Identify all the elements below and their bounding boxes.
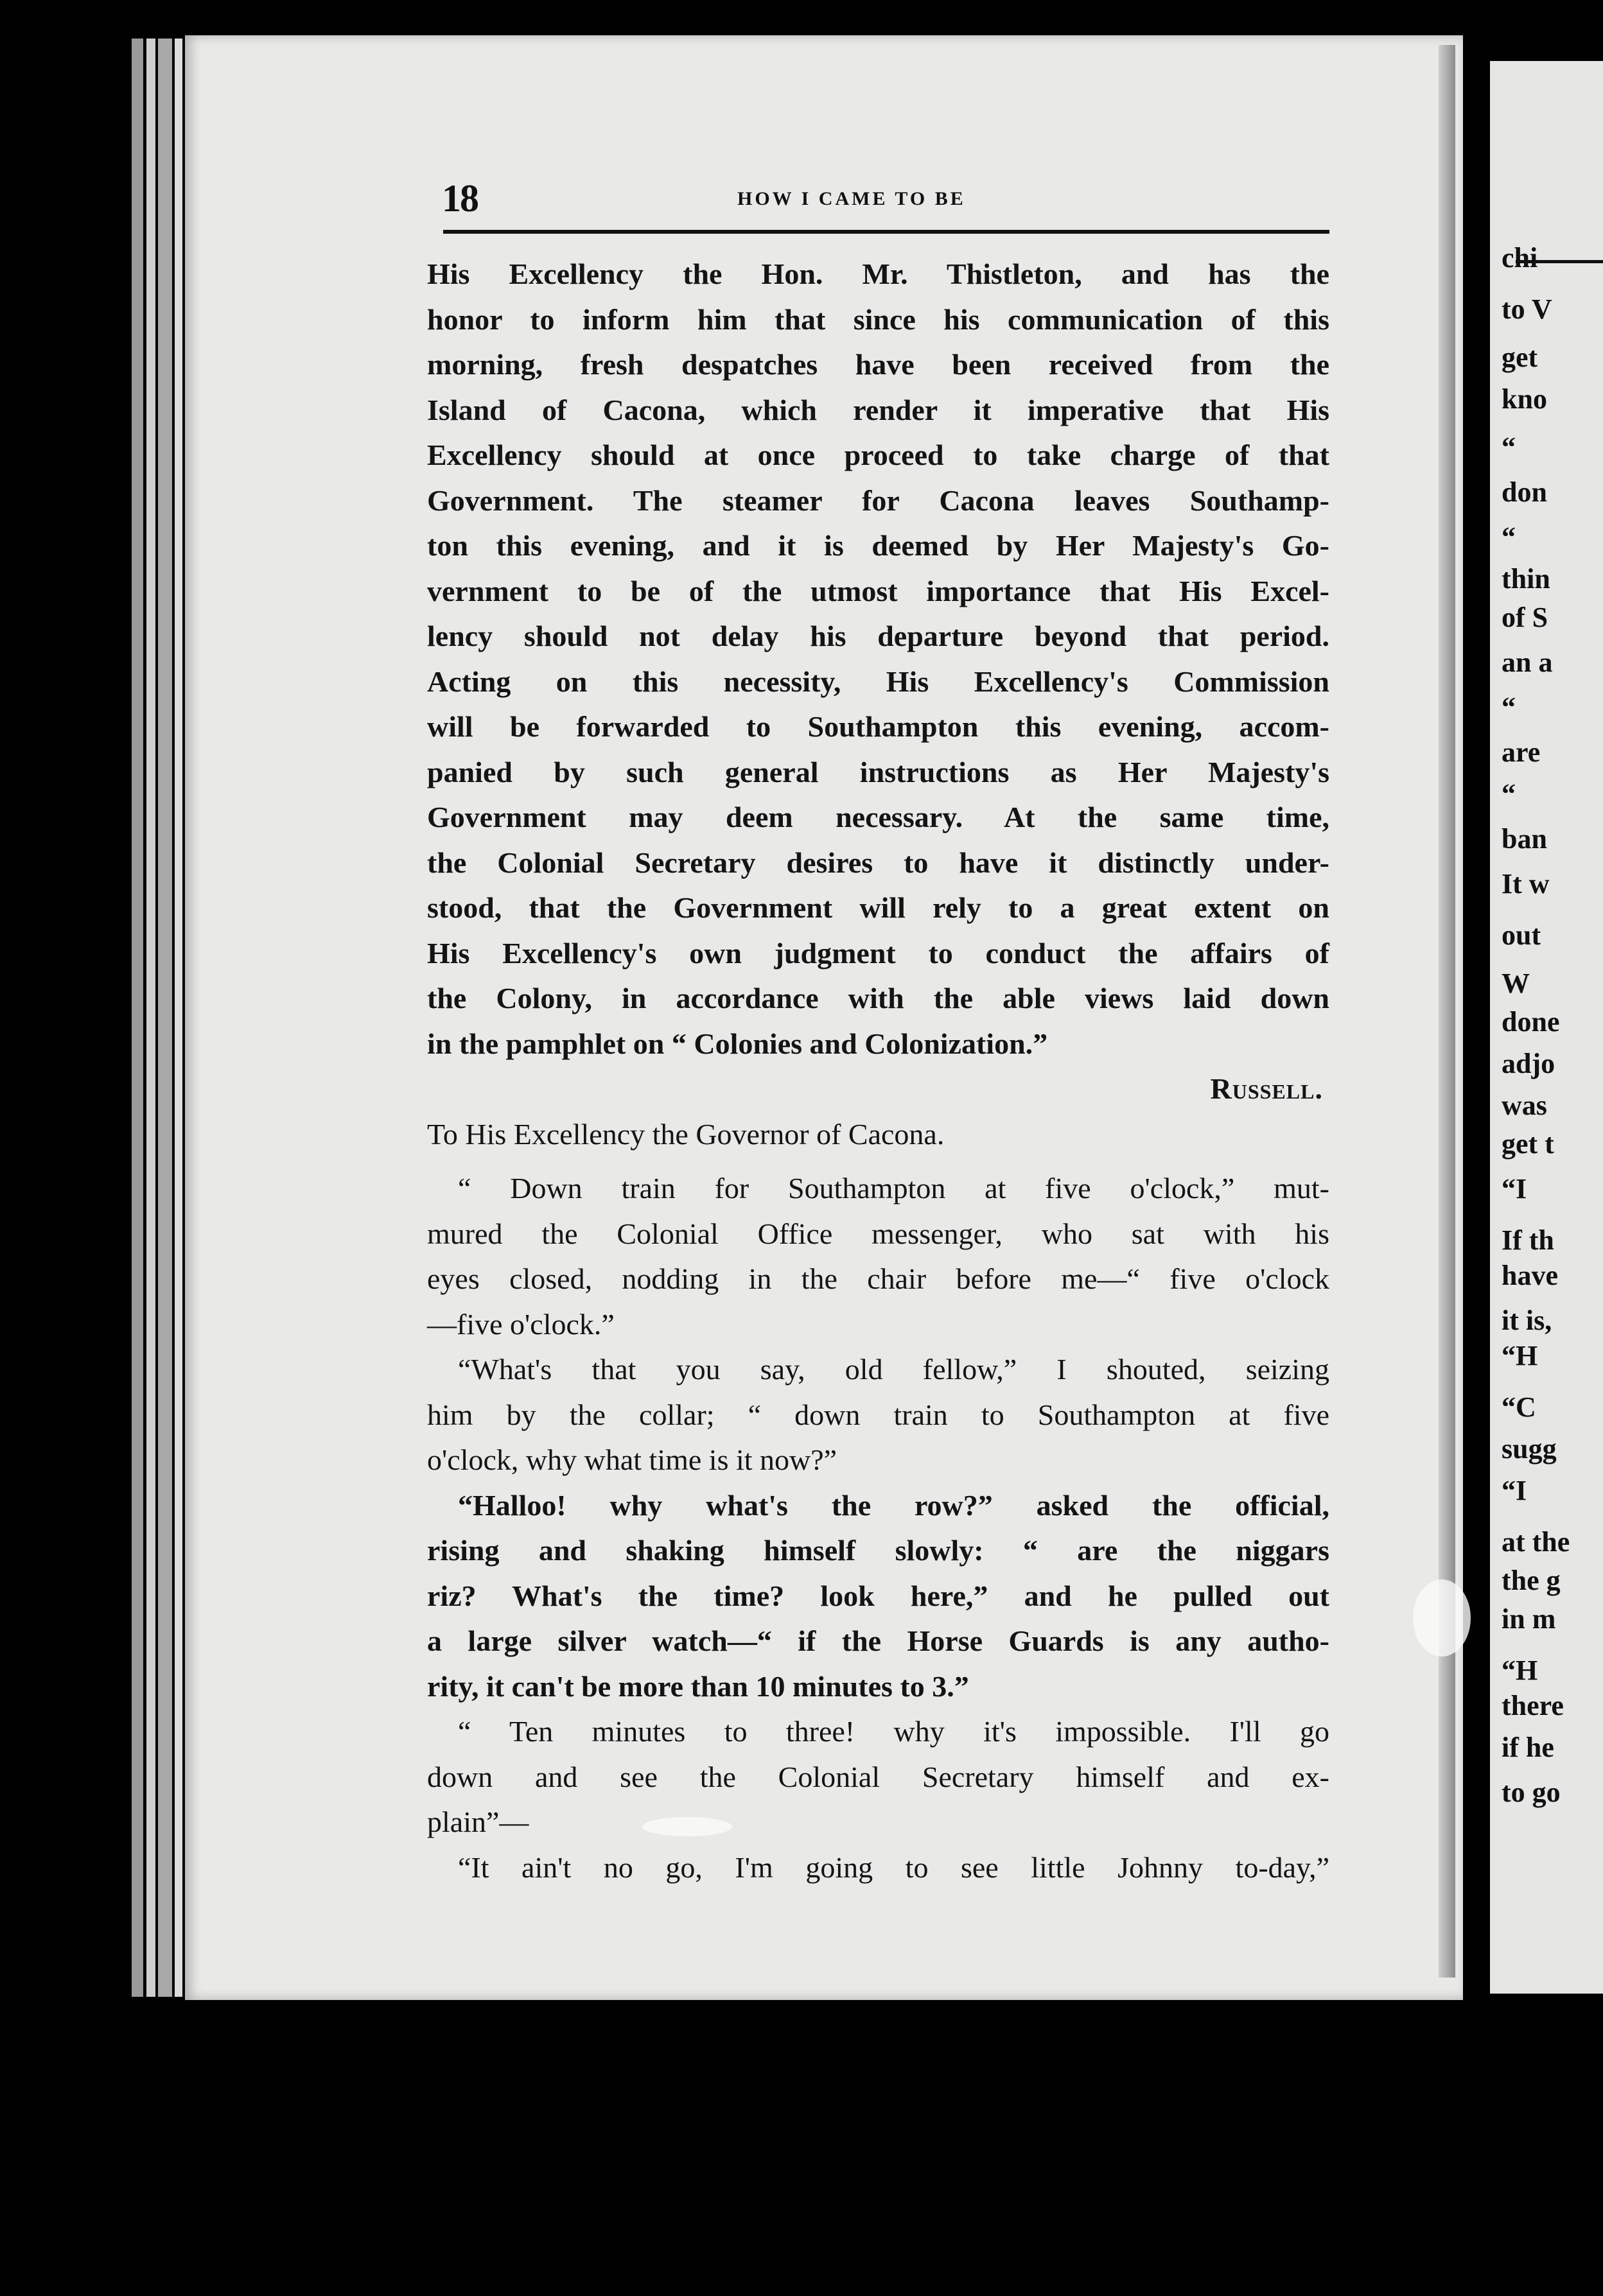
narrative-line: down and see the Colonial Secretary himself and ex-	[427, 1760, 1329, 1793]
header-rule	[443, 230, 1329, 234]
adjacent-page-fragment: out	[1502, 919, 1541, 951]
memo-line: Acting on this necessity, His Excellency's Commission	[427, 665, 1329, 698]
adjacent-page-fragment: don	[1502, 476, 1547, 508]
binding-edge	[132, 39, 143, 1997]
memo-line: morning, fresh despatches have been received from the	[427, 348, 1329, 381]
adjacent-page-fragment: “	[1502, 778, 1516, 810]
narrative-text	[427, 1166, 1329, 1890]
memo-line: lency should not delay his departure beyond that period.	[427, 620, 1329, 652]
adjacent-page-fragment: “H	[1502, 1340, 1538, 1371]
adjacent-page-fragment: “C	[1502, 1391, 1536, 1423]
adjacent-page-fragment: thin	[1502, 563, 1550, 595]
memo-line: His Excellency the Hon. Mr. Thistleton, and has the	[427, 257, 1329, 290]
adjacent-page-fragment: of S	[1502, 602, 1548, 633]
adjacent-page-fragment: ban	[1502, 823, 1547, 855]
adjacent-page-fragment: are	[1502, 736, 1541, 768]
adjacent-page-fragment: “H	[1502, 1655, 1538, 1686]
adjacent-page-fragment: an a	[1502, 647, 1553, 678]
narrative-line: —five o'clock.”	[427, 1307, 615, 1341]
memo-line: Government. The steamer for Cacona leaves Southamp-	[427, 483, 1329, 517]
adjacent-page-fragment: have	[1502, 1260, 1558, 1291]
memo-line: will be forwarded to Southampton this evening, accom-	[427, 710, 1329, 743]
page-gutter-shadow	[1439, 45, 1455, 1978]
adjacent-page-fragment: It w	[1502, 868, 1550, 900]
narrative-line: eyes closed, nodding in the chair before me—“ five o'clock	[427, 1262, 1329, 1295]
adjacent-page	[1490, 61, 1603, 1994]
adjacent-page-fragment: “I	[1502, 1173, 1527, 1205]
binding-edge	[175, 39, 182, 1997]
narrative-line: “Halloo! why what's the row?” asked the official,	[458, 1488, 1329, 1522]
adjacent-page-fragment: chi	[1502, 242, 1538, 274]
adjacent-page-fragment: in m	[1502, 1603, 1556, 1635]
adjacent-page-fragment: there	[1502, 1690, 1564, 1721]
memo-line: His Excellency's own judgment to conduct the affairs of	[427, 936, 1329, 970]
narrative-line: plain”—	[427, 1805, 529, 1838]
narrative-line: rity, it can't be more than 10 minutes to 3.”	[427, 1669, 969, 1703]
paper-blemish	[642, 1817, 732, 1836]
adjacent-page-fragment: to V	[1502, 293, 1552, 325]
memo-paragraph	[427, 252, 1329, 1066]
narrative-line: “What's that you say, old fellow,” I shouted, seizing	[458, 1353, 1329, 1386]
adjacent-page-fragment: the g	[1502, 1565, 1561, 1596]
adjacent-page-fragment: “	[1502, 691, 1516, 723]
memo-line: vernment to be of the utmost importance that His Excel-	[427, 574, 1329, 607]
adjacent-page-fragment: “I	[1502, 1475, 1527, 1506]
narrative-line: a large silver watch—“ if the Horse Guards is any autho-	[427, 1624, 1329, 1657]
adjacent-page-fragment: get	[1502, 342, 1538, 373]
memo-line: the Colonial Secretary desires to have it distinctly under-	[427, 846, 1329, 879]
narrative-line: him by the collar; “ down train to Southampton at five	[427, 1398, 1329, 1431]
memo-line: ton this evening, and it is deemed by Her Majesty's Go-	[427, 529, 1329, 562]
adjacent-page-fragment: get t	[1502, 1128, 1554, 1160]
memo-line: in the pamphlet on “ Colonies and Colonization.”	[427, 1027, 1048, 1060]
narrative-line: “ Ten minutes to three! why it's impossible. I'll go	[458, 1715, 1329, 1748]
adjacent-page-fragment: at the	[1502, 1526, 1570, 1558]
narrative-line: rising and shaking himself slowly: “ are the niggars	[427, 1534, 1329, 1567]
adjacent-page-fragment: If th	[1502, 1224, 1554, 1256]
narrative-line: “ Down train for Southampton at five o'clock,” mut-	[458, 1172, 1329, 1205]
page-body	[427, 252, 1329, 1890]
binding-edge	[146, 39, 155, 1997]
adjacent-page-fragment: adjo	[1502, 1048, 1555, 1079]
memo-line: honor to inform him that since his communication of this	[427, 302, 1329, 336]
memo-line: panied by such general instructions as Her Majesty's	[427, 755, 1329, 788]
narrative-line: mured the Colonial Office messenger, who sat with his	[427, 1217, 1329, 1250]
adjacent-page-fragment: to go	[1502, 1777, 1561, 1808]
adjacent-page-fragment: if he	[1502, 1732, 1554, 1763]
memo-line: stood, that the Government will rely to a great extent on	[427, 891, 1329, 924]
narrative-line: riz? What's the time? look here,” and he pulled out	[427, 1579, 1329, 1612]
adjacent-page-fragment: sugg	[1502, 1433, 1557, 1465]
memo-line: the Colony, in accordance with the able views laid down	[427, 982, 1329, 1014]
narrative-line: o'clock, why what time is it now?”	[427, 1443, 837, 1476]
adjacent-page-fragment: was	[1502, 1090, 1547, 1121]
adjacent-page-fragment: done	[1502, 1006, 1560, 1038]
page-header	[442, 164, 1328, 220]
address-line: To His Excellency the Governor of Cacona.	[427, 1117, 945, 1151]
paper-blemish	[1413, 1579, 1471, 1657]
adjacent-page-fragment: kno	[1502, 383, 1547, 415]
binding-edge	[158, 39, 172, 1997]
narrative-line: “It ain't no go, I'm going to see little Johnny to-day,”	[458, 1850, 1329, 1884]
adjacent-page-fragment: “	[1502, 521, 1516, 553]
signature: Russell.	[1210, 1072, 1323, 1105]
adjacent-page-fragment: it is,	[1502, 1305, 1552, 1336]
adjacent-page-fragment: W	[1502, 968, 1530, 999]
memo-line: Excellency should at once proceed to take charge of that	[427, 439, 1329, 471]
memo-line: Government may deem necessary. At the same time,	[427, 801, 1329, 833]
page-number: 18	[442, 177, 478, 220]
running-head: HOW I CAME TO BE	[737, 188, 966, 209]
adjacent-page-fragment: “	[1502, 431, 1516, 463]
memo-line: Island of Cacona, which render it imperative that His	[427, 393, 1329, 426]
